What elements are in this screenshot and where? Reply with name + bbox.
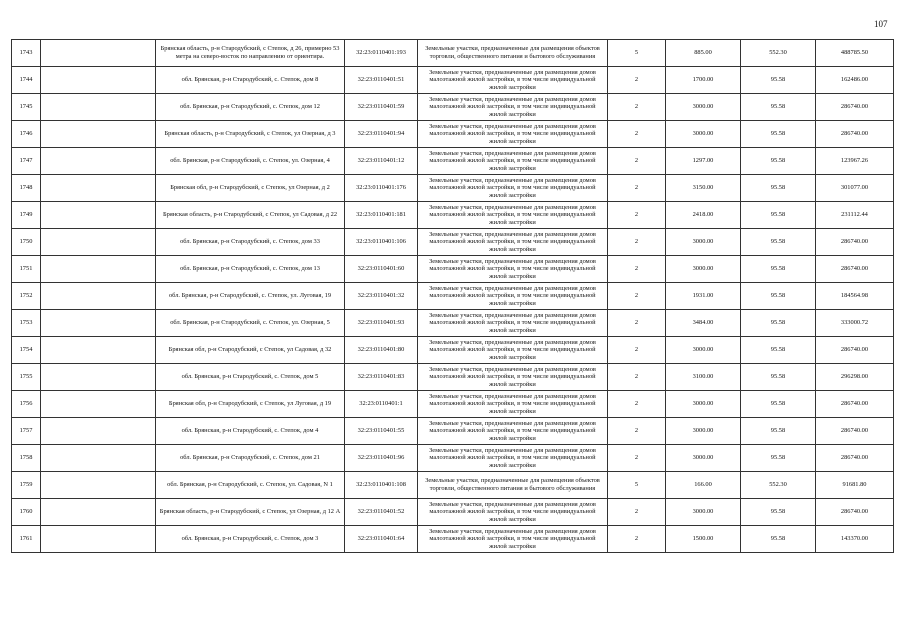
cadastral-number-cell: 32:23:0110401:32 xyxy=(345,283,418,310)
address-cell: обл. Брянская, р-н Стародубский, с. Степок, дом 12 xyxy=(156,94,345,121)
empty-cell xyxy=(41,445,156,472)
row-number-cell: 1754 xyxy=(12,337,41,364)
empty-cell xyxy=(41,148,156,175)
address-cell: Брянская область, р-н Стародубский, с Степок, ул Озерная, д 3 xyxy=(156,121,345,148)
row-number-cell: 1749 xyxy=(12,202,41,229)
specific-value-cell: 95.58 xyxy=(741,121,816,148)
cadastral-value-cell: 143370.00 xyxy=(816,526,894,553)
address-cell: обл. Брянская, р-н Стародубский, с. Степок, дом 3 xyxy=(156,526,345,553)
empty-cell xyxy=(41,121,156,148)
area-cell: 3000.00 xyxy=(666,499,741,526)
specific-value-cell: 552.30 xyxy=(741,40,816,67)
use-group-cell: 2 xyxy=(608,391,666,418)
land-use-cell: Земельные участки, предназначенные для размещения домов малоэтажной жилой застройки, в том числе индивидуальной жилой застройки xyxy=(418,391,608,418)
land-use-cell: Земельные участки, предназначенные для размещения домов малоэтажной жилой застройки, в том числе индивидуальной жилой застройки xyxy=(418,148,608,175)
land-use-cell: Земельные участки, предназначенные для размещения домов малоэтажной жилой застройки, в том числе индивидуальной жилой застройки xyxy=(418,526,608,553)
area-cell: 1700.00 xyxy=(666,67,741,94)
use-group-cell: 2 xyxy=(608,526,666,553)
land-use-cell: Земельные участки, предназначенные для размещения домов малоэтажной жилой застройки, в том числе индивидуальной жилой застройки xyxy=(418,418,608,445)
row-number-cell: 1755 xyxy=(12,364,41,391)
area-cell: 1931.00 xyxy=(666,283,741,310)
use-group-cell: 5 xyxy=(608,472,666,499)
table-row xyxy=(12,310,894,337)
area-cell: 1500.00 xyxy=(666,526,741,553)
land-use-cell: Земельные участки, предназначенные для размещения домов малоэтажной жилой застройки, в том числе индивидуальной жилой застройки xyxy=(418,202,608,229)
area-cell: 2418.00 xyxy=(666,202,741,229)
table-body xyxy=(12,40,894,553)
table-row xyxy=(12,229,894,256)
cadastral-number-cell: 32:23:0110401:59 xyxy=(345,94,418,121)
empty-cell xyxy=(41,283,156,310)
empty-cell xyxy=(41,175,156,202)
table-row xyxy=(12,526,894,553)
specific-value-cell: 95.58 xyxy=(741,310,816,337)
area-cell: 3000.00 xyxy=(666,94,741,121)
cadastral-number-cell: 32:23:0110401:176 xyxy=(345,175,418,202)
empty-cell xyxy=(41,472,156,499)
address-cell: обл. Брянская, р-н Стародубский, с. Степок, дом 13 xyxy=(156,256,345,283)
table-row xyxy=(12,283,894,310)
specific-value-cell: 95.58 xyxy=(741,148,816,175)
cadastral-value-cell: 333000.72 xyxy=(816,310,894,337)
cadastral-number-cell: 32:23:0110401:60 xyxy=(345,256,418,283)
cadastral-number-cell: 32:23:0110401:94 xyxy=(345,121,418,148)
cadastral-value-cell: 286740.00 xyxy=(816,337,894,364)
cadastral-number-cell: 32:23:0110401:12 xyxy=(345,148,418,175)
use-group-cell: 2 xyxy=(608,94,666,121)
land-use-cell: Земельные участки, предназначенные для размещения домов малоэтажной жилой застройки, в том числе индивидуальной жилой застройки xyxy=(418,175,608,202)
cadastral-number-cell: 32:23:0110401:55 xyxy=(345,418,418,445)
table-row xyxy=(12,472,894,499)
cadastral-value-cell: 286740.00 xyxy=(816,94,894,121)
land-use-cell: Земельные участки, предназначенные для размещения домов малоэтажной жилой застройки, в том числе индивидуальной жилой застройки xyxy=(418,229,608,256)
cadastral-value-cell: 123967.26 xyxy=(816,148,894,175)
empty-cell xyxy=(41,418,156,445)
table-row xyxy=(12,121,894,148)
empty-cell xyxy=(41,202,156,229)
area-cell: 3000.00 xyxy=(666,445,741,472)
land-use-cell: Земельные участки, предназначенные для размещения домов малоэтажной жилой застройки, в том числе индивидуальной жилой застройки xyxy=(418,364,608,391)
area-cell: 3000.00 xyxy=(666,391,741,418)
empty-cell xyxy=(41,391,156,418)
area-cell: 3000.00 xyxy=(666,337,741,364)
row-number-cell: 1756 xyxy=(12,391,41,418)
table-row xyxy=(12,391,894,418)
address-cell: обл. Брянская, р-н Стародубский, с. Степок, дом 5 xyxy=(156,364,345,391)
address-cell: обл. Брянская, р-н Стародубский, с. Степок, ул. Озерная, 4 xyxy=(156,148,345,175)
cadastral-value-table xyxy=(11,39,894,553)
use-group-cell: 2 xyxy=(608,310,666,337)
table-row xyxy=(12,175,894,202)
address-cell: обл. Брянская, р-н Стародубский, с. Степок, ул. Луговая, 19 xyxy=(156,283,345,310)
use-group-cell: 2 xyxy=(608,67,666,94)
address-cell: обл. Брянская, р-н Стародубский, с. Степок, дом 8 xyxy=(156,67,345,94)
specific-value-cell: 95.58 xyxy=(741,418,816,445)
use-group-cell: 2 xyxy=(608,229,666,256)
table-row xyxy=(12,337,894,364)
table-row xyxy=(12,418,894,445)
cadastral-value-cell: 91681.80 xyxy=(816,472,894,499)
row-number-cell: 1760 xyxy=(12,499,41,526)
empty-cell xyxy=(41,364,156,391)
address-cell: Брянская область, р-н Стародубский, с Степок, д 26, примерно 53 метра на северо-восток по направлению от ориентира. xyxy=(156,40,345,67)
table-row xyxy=(12,67,894,94)
use-group-cell: 2 xyxy=(608,148,666,175)
empty-cell xyxy=(41,526,156,553)
cadastral-number-cell: 32:23:0110401:108 xyxy=(345,472,418,499)
use-group-cell: 2 xyxy=(608,283,666,310)
use-group-cell: 2 xyxy=(608,202,666,229)
use-group-cell: 2 xyxy=(608,121,666,148)
area-cell: 3000.00 xyxy=(666,121,741,148)
area-cell: 3000.00 xyxy=(666,229,741,256)
cadastral-value-cell: 286740.00 xyxy=(816,499,894,526)
cadastral-number-cell: 32:23:0110401:64 xyxy=(345,526,418,553)
area-cell: 885.00 xyxy=(666,40,741,67)
cadastral-number-cell: 32:23:0110401:93 xyxy=(345,310,418,337)
row-number-cell: 1745 xyxy=(12,94,41,121)
table-row xyxy=(12,364,894,391)
specific-value-cell: 95.58 xyxy=(741,202,816,229)
specific-value-cell: 95.58 xyxy=(741,283,816,310)
land-use-cell: Земельные участки, предназначенные для размещения домов малоэтажной жилой застройки, в том числе индивидуальной жилой застройки xyxy=(418,94,608,121)
address-cell: обл. Брянская, р-н Стародубский, с. Степок, дом 33 xyxy=(156,229,345,256)
specific-value-cell: 95.58 xyxy=(741,445,816,472)
empty-cell xyxy=(41,67,156,94)
specific-value-cell: 95.58 xyxy=(741,175,816,202)
row-number-cell: 1753 xyxy=(12,310,41,337)
cadastral-value-cell: 488785.50 xyxy=(816,40,894,67)
cadastral-number-cell: 32:23:0110401:83 xyxy=(345,364,418,391)
empty-cell xyxy=(41,499,156,526)
address-cell: обл. Брянская, р-н Стародубский, с. Степок, ул. Садовая, N 1 xyxy=(156,472,345,499)
page-number: 107 xyxy=(874,19,888,29)
use-group-cell: 2 xyxy=(608,337,666,364)
cadastral-number-cell: 32:23:0110401:181 xyxy=(345,202,418,229)
specific-value-cell: 95.58 xyxy=(741,256,816,283)
empty-cell xyxy=(41,256,156,283)
cadastral-value-cell: 184564.98 xyxy=(816,283,894,310)
area-cell: 3000.00 xyxy=(666,256,741,283)
area-cell: 3150.00 xyxy=(666,175,741,202)
specific-value-cell: 95.58 xyxy=(741,526,816,553)
table-row xyxy=(12,148,894,175)
specific-value-cell: 95.58 xyxy=(741,67,816,94)
area-cell: 3484.00 xyxy=(666,310,741,337)
table-row xyxy=(12,445,894,472)
specific-value-cell: 95.58 xyxy=(741,229,816,256)
area-cell: 3100.00 xyxy=(666,364,741,391)
use-group-cell: 2 xyxy=(608,364,666,391)
row-number-cell: 1747 xyxy=(12,148,41,175)
address-cell: обл. Брянская, р-н Стародубский, с. Степок, ул. Озерная, 5 xyxy=(156,310,345,337)
address-cell: Брянская обл, р-н Стародубский, с Степок, ул Луговая, д 19 xyxy=(156,391,345,418)
cadastral-number-cell: 32:23:0110401:1 xyxy=(345,391,418,418)
cadastral-number-cell: 32:23:0110401:96 xyxy=(345,445,418,472)
area-cell: 166.00 xyxy=(666,472,741,499)
row-number-cell: 1748 xyxy=(12,175,41,202)
use-group-cell: 2 xyxy=(608,256,666,283)
cadastral-value-cell: 286740.00 xyxy=(816,229,894,256)
cadastral-value-cell: 231112.44 xyxy=(816,202,894,229)
specific-value-cell: 95.58 xyxy=(741,499,816,526)
empty-cell xyxy=(41,310,156,337)
table-row xyxy=(12,94,894,121)
land-use-cell: Земельные участки, предназначенные для размещения домов малоэтажной жилой застройки, в том числе индивидуальной жилой застройки xyxy=(418,121,608,148)
row-number-cell: 1752 xyxy=(12,283,41,310)
land-use-cell: Земельные участки, предназначенные для размещения домов малоэтажной жилой застройки, в том числе индивидуальной жилой застройки xyxy=(418,310,608,337)
cadastral-number-cell: 32:23:0110401:51 xyxy=(345,67,418,94)
cadastral-value-cell: 286740.00 xyxy=(816,391,894,418)
cadastral-value-cell: 286740.00 xyxy=(816,445,894,472)
row-number-cell: 1759 xyxy=(12,472,41,499)
cadastral-number-cell: 32:23:0110401:80 xyxy=(345,337,418,364)
area-cell: 1297.00 xyxy=(666,148,741,175)
empty-cell xyxy=(41,94,156,121)
cadastral-value-cell: 286740.00 xyxy=(816,256,894,283)
address-cell: Брянская обл, р-н Стародубский, с Степок, ул Садовая, д 32 xyxy=(156,337,345,364)
cadastral-number-cell: 32:23:0110401:193 xyxy=(345,40,418,67)
row-number-cell: 1761 xyxy=(12,526,41,553)
table-row xyxy=(12,40,894,67)
use-group-cell: 5 xyxy=(608,40,666,67)
specific-value-cell: 552.30 xyxy=(741,472,816,499)
land-use-cell: Земельные участки, предназначенные для размещения домов малоэтажной жилой застройки, в том числе индивидуальной жилой застройки xyxy=(418,283,608,310)
table-row xyxy=(12,499,894,526)
cadastral-number-cell: 32:23:0110401:106 xyxy=(345,229,418,256)
address-cell: Брянская область, р-н Стародубский, с Степок, ул Садовая, д 22 xyxy=(156,202,345,229)
use-group-cell: 2 xyxy=(608,499,666,526)
empty-cell xyxy=(41,40,156,67)
address-cell: обл. Брянская, р-н Стародубский, с. Степок, дом 4 xyxy=(156,418,345,445)
row-number-cell: 1751 xyxy=(12,256,41,283)
row-number-cell: 1744 xyxy=(12,67,41,94)
cadastral-value-cell: 162486.00 xyxy=(816,67,894,94)
area-cell: 3000.00 xyxy=(666,418,741,445)
land-use-cell: Земельные участки, предназначенные для размещения домов малоэтажной жилой застройки, в том числе индивидуальной жилой застройки xyxy=(418,67,608,94)
cadastral-value-cell: 286740.00 xyxy=(816,418,894,445)
cadastral-number-cell: 32:23:0110401:52 xyxy=(345,499,418,526)
empty-cell xyxy=(41,337,156,364)
row-number-cell: 1743 xyxy=(12,40,41,67)
row-number-cell: 1750 xyxy=(12,229,41,256)
row-number-cell: 1746 xyxy=(12,121,41,148)
row-number-cell: 1757 xyxy=(12,418,41,445)
row-number-cell: 1758 xyxy=(12,445,41,472)
land-use-cell: Земельные участки, предназначенные для размещения домов малоэтажной жилой застройки, в том числе индивидуальной жилой застройки xyxy=(418,445,608,472)
use-group-cell: 2 xyxy=(608,175,666,202)
specific-value-cell: 95.58 xyxy=(741,94,816,121)
address-cell: Брянская область, р-н Стародубский, с Степок, ул Озерная, д 12 А xyxy=(156,499,345,526)
specific-value-cell: 95.58 xyxy=(741,364,816,391)
land-use-cell: Земельные участки, предназначенные для размещения объектов торговли, общественного питания и бытового обслуживания xyxy=(418,40,608,67)
cadastral-value-cell: 286740.00 xyxy=(816,121,894,148)
land-use-cell: Земельные участки, предназначенные для размещения домов малоэтажной жилой застройки, в том числе индивидуальной жилой застройки xyxy=(418,256,608,283)
specific-value-cell: 95.58 xyxy=(741,391,816,418)
table-row xyxy=(12,202,894,229)
cadastral-value-cell: 301077.00 xyxy=(816,175,894,202)
table-row xyxy=(12,256,894,283)
land-use-cell: Земельные участки, предназначенные для размещения домов малоэтажной жилой застройки, в том числе индивидуальной жилой застройки xyxy=(418,499,608,526)
use-group-cell: 2 xyxy=(608,418,666,445)
cadastral-value-cell: 296298.00 xyxy=(816,364,894,391)
specific-value-cell: 95.58 xyxy=(741,337,816,364)
address-cell: обл. Брянская, р-н Стародубский, с. Степок, дом 21 xyxy=(156,445,345,472)
land-use-cell: Земельные участки, предназначенные для размещения домов малоэтажной жилой застройки, в том числе индивидуальной жилой застройки xyxy=(418,337,608,364)
address-cell: Брянская обл, р-н Стародубский, с Степок, ул Озерная, д 2 xyxy=(156,175,345,202)
empty-cell xyxy=(41,229,156,256)
use-group-cell: 2 xyxy=(608,445,666,472)
land-use-cell: Земельные участки, предназначенные для размещения объектов торговли, общественного питания и бытового обслуживания xyxy=(418,472,608,499)
